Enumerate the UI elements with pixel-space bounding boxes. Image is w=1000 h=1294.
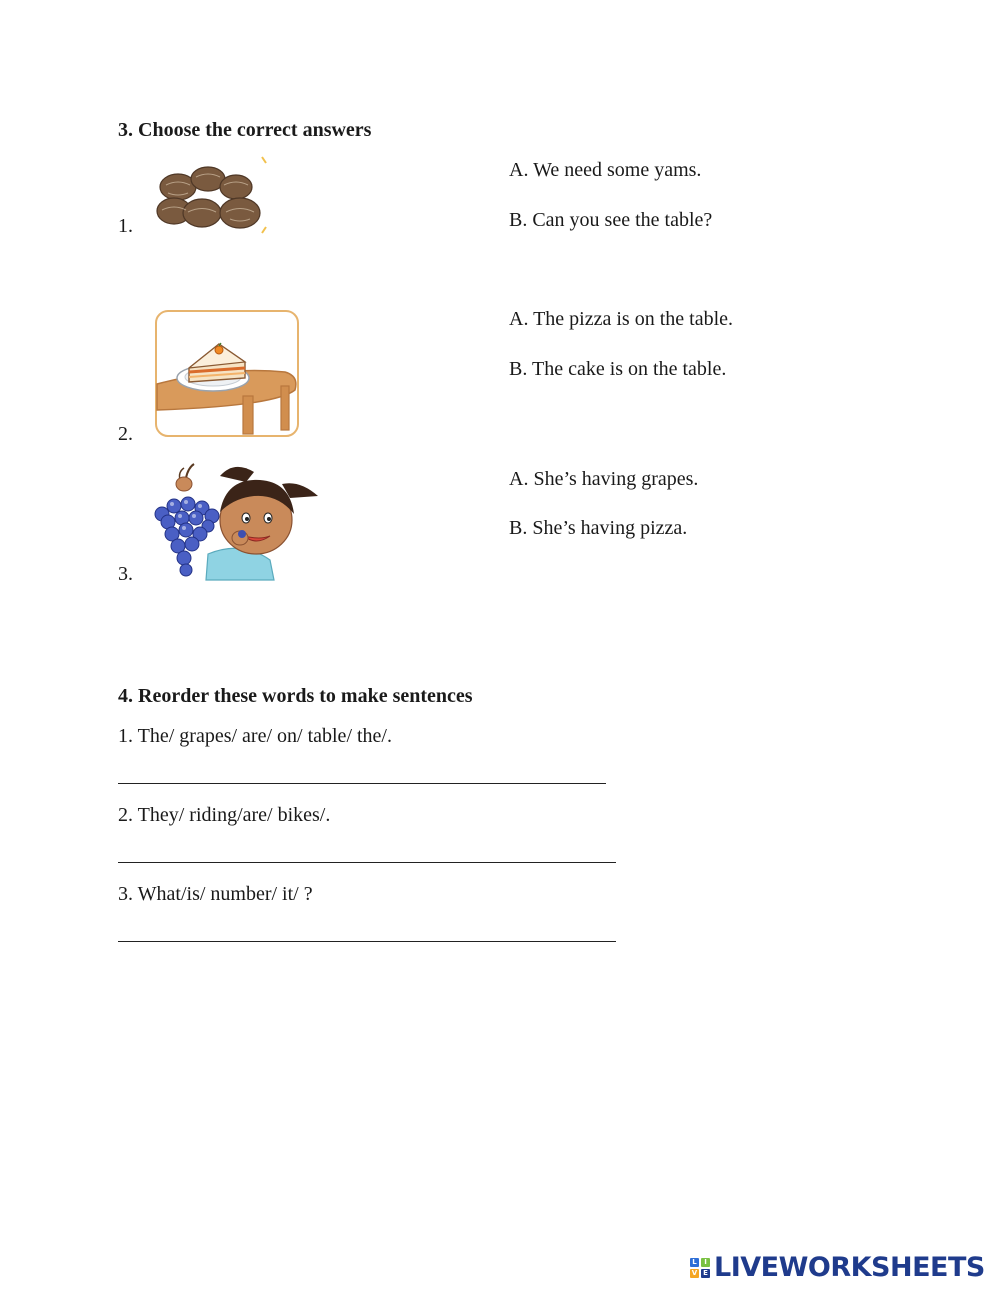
liveworksheets-logo-mark (690, 1258, 710, 1278)
logo-tile-v: V (691, 1268, 698, 1277)
question-2-option-b[interactable]: B. The cake is on the table. (509, 358, 727, 380)
question-1-number: 1. (118, 215, 133, 237)
section-4-heading: 4. Reorder these words to make sentences (118, 685, 473, 707)
question-3-option-a[interactable]: A. She’s having grapes. (509, 468, 699, 490)
yams-image (150, 155, 270, 240)
question-3-option-b[interactable]: B. She’s having pizza. (509, 517, 688, 539)
question-3-number: 3. (118, 563, 133, 585)
reorder-item-1: 1. The/ grapes/ are/ on/ table/ the/. (118, 725, 392, 747)
answer-line-1[interactable] (118, 783, 606, 784)
question-1-option-a[interactable]: A. We need some yams. (509, 159, 702, 181)
reorder-item-2: 2. They/ riding/are/ bikes/. (118, 804, 331, 826)
liveworksheets-logo (690, 1252, 985, 1283)
liveworksheets-logo-text: LIVEWORKSHEETS (714, 1252, 985, 1283)
answer-line-3[interactable] (118, 941, 616, 942)
question-2-option-a[interactable]: A. The pizza is on the table. (509, 308, 734, 330)
cake-on-table-image (155, 310, 300, 438)
section-3-heading: 3. Choose the correct answers (118, 119, 372, 141)
question-1-option-b[interactable]: B. Can you see the table? (509, 209, 713, 231)
answer-line-2[interactable] (118, 862, 616, 863)
logo-tile-e: E (701, 1269, 710, 1278)
question-2-number: 2. (118, 423, 133, 445)
logo-tile-i: I (701, 1258, 710, 1267)
girl-with-grapes-image (150, 462, 322, 582)
logo-tile-l: L (690, 1258, 699, 1267)
reorder-item-3: 3. What/is/ number/ it/ ? (118, 883, 313, 905)
